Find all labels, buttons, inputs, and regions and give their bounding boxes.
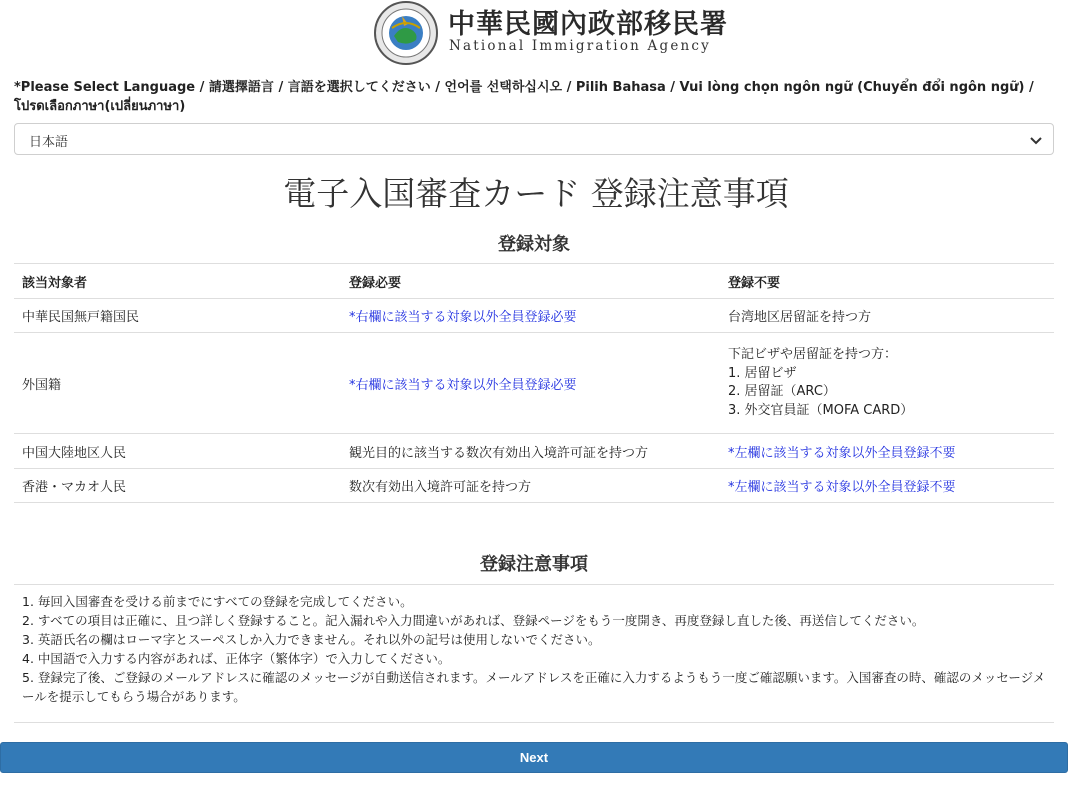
list-item: 2. 居留証（ARC） bbox=[728, 384, 836, 399]
list-item: 下記ビザや居留証を持つ方： bbox=[728, 347, 898, 362]
note-item: 1. 毎回入国審査を受ける前までにすべての登録を完成してください。 bbox=[22, 594, 413, 609]
language-selected-value: 日本語 bbox=[29, 135, 69, 150]
note-item: 2. すべての項目は正確に、且つ詳しく登録すること。記入漏れや入力間違いがあれば、登録ページをもう一度開き、再度登録し直した後、再送信してください。 bbox=[22, 613, 925, 628]
notes-section-title: 登録注意事項 bbox=[480, 554, 588, 575]
column-header: 該当対象者 bbox=[14, 264, 341, 299]
site-header bbox=[372, 0, 728, 66]
note-item: 3. 英語氏名の欄はローマ字とスーペスしか入力できません。それ以外の記号は使用しないでください。 bbox=[22, 632, 601, 647]
target-who: 香港・マカオ人民 bbox=[14, 469, 341, 503]
target-not-required bbox=[720, 333, 1054, 434]
target-required: 数次有効出入境許可証を持つ方 bbox=[341, 469, 720, 503]
target-who: 中国大陸地区人民 bbox=[14, 434, 341, 469]
target-who: 中華民国無戸籍国民 bbox=[14, 299, 341, 333]
language-select[interactable] bbox=[14, 123, 1054, 155]
agency-emblem-icon bbox=[372, 0, 440, 66]
target-not-required: *左欄に該当する対象以外全員登録不要 bbox=[720, 469, 1054, 503]
agency-name-zh: 中華民國內政部移民署 bbox=[448, 9, 728, 40]
registration-notes bbox=[14, 584, 1054, 723]
table-row bbox=[14, 434, 1054, 469]
target-required: *右欄に該当する対象以外全員登録必要 bbox=[341, 333, 720, 434]
table-row bbox=[14, 469, 1054, 503]
chevron-down-icon bbox=[1029, 133, 1043, 147]
page-title: 電子入国審査カード 登録注意事項 bbox=[283, 174, 789, 213]
column-header: 登録不要 bbox=[720, 264, 1054, 299]
note-item: 4. 中国語で入力する内容があれば、正体字（繁体字）で入力してください。 bbox=[22, 651, 451, 666]
agency-name-en: National Immigration Agency bbox=[449, 38, 711, 54]
language-select-label: *Please Select Language / 請選擇語言 / 言語を選択してください / 언어를 선택하십시오 / Pilih Bahasa / Vui lòng chọn ngôn ngữ (Chuyển đổi ngôn ngữ) / โปรดเลือกภาษา(เปลี่ยนภาษา) bbox=[14, 80, 1034, 114]
note-item: 5. 登録完了後、ご登録のメールアドレスに確認のメッセージが自動送信されます。メールアドレスを正確に入力するようもう一度ご確認願います。入国審査の時、確認のメッセージメールを提示してもらう場合があります。 bbox=[22, 670, 1046, 704]
registration-targets-table bbox=[14, 263, 1054, 503]
list-item: 3. 外交官員証（MOFA CARD） bbox=[728, 402, 914, 418]
targets-section-title: 登録対象 bbox=[498, 234, 570, 255]
column-header: 登録必要 bbox=[341, 264, 720, 299]
next-button[interactable]: Next bbox=[0, 742, 1068, 773]
table-row bbox=[14, 299, 1054, 333]
table-header-row bbox=[14, 264, 1054, 299]
target-not-required: 台湾地区居留証を持つ方 bbox=[720, 299, 1054, 333]
list-item: 1. 居留ビザ bbox=[728, 365, 797, 381]
target-required: *右欄に該当する対象以外全員登録必要 bbox=[341, 299, 720, 333]
target-not-required: *左欄に該当する対象以外全員登録不要 bbox=[720, 434, 1054, 469]
target-required: 観光目的に該当する数次有効出入境許可証を持つ方 bbox=[341, 434, 720, 469]
target-who: 外国籍 bbox=[14, 333, 341, 434]
table-row bbox=[14, 333, 1054, 434]
